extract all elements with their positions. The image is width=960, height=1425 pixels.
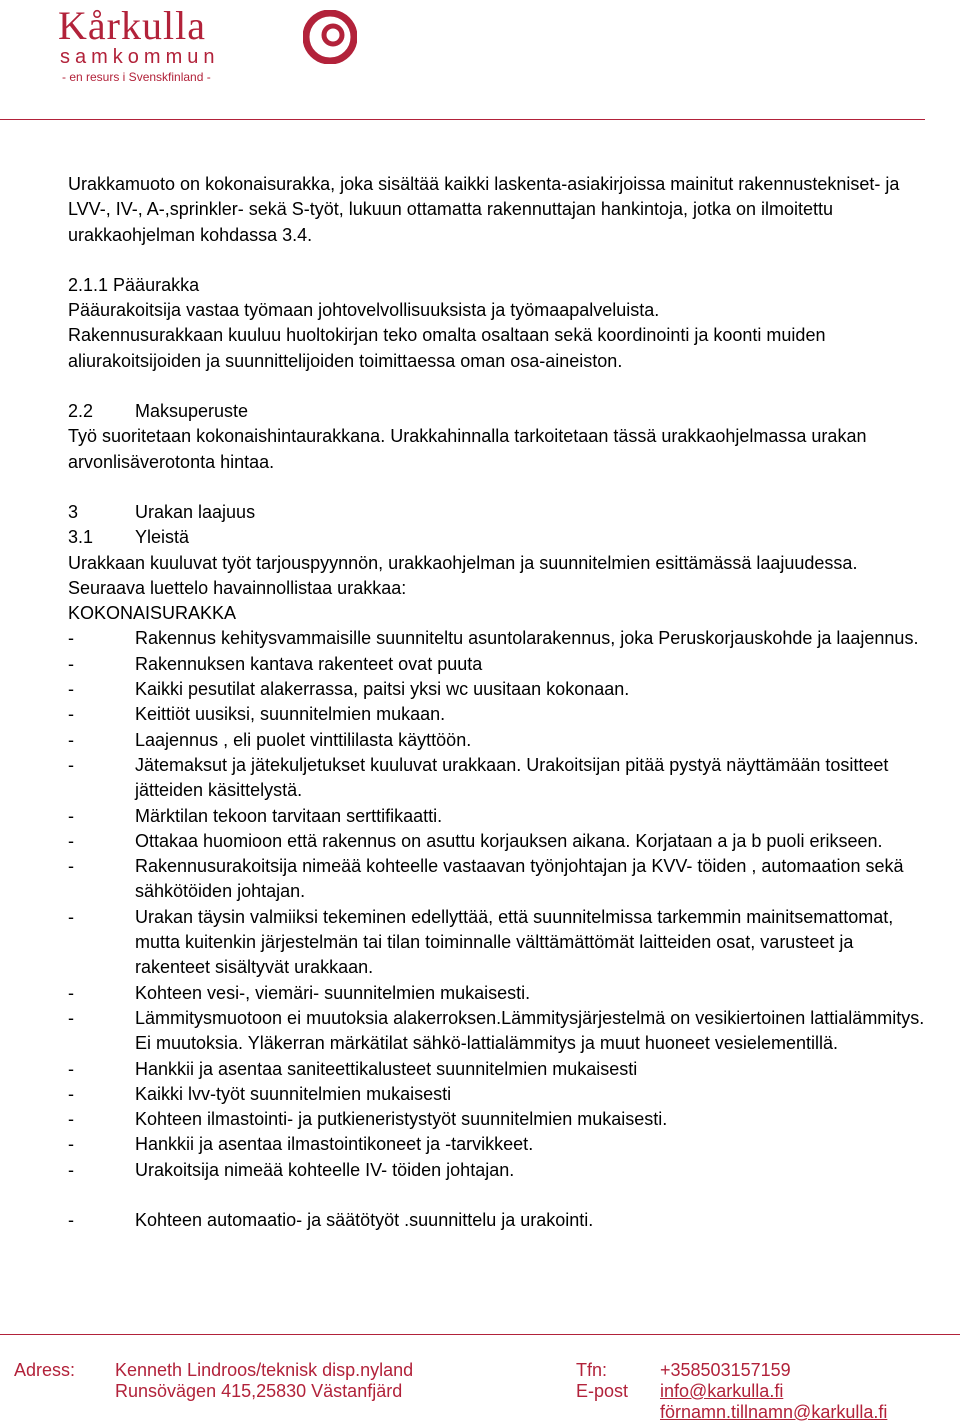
list-dash: - [68, 1209, 74, 1230]
list-item [68, 652, 928, 677]
list-item [68, 728, 928, 753]
list-dash: - [68, 830, 74, 851]
list-item-text: Kohteen automaatio- ja säätötyöt .suunnittelu ja urakointi. [135, 1209, 594, 1230]
list-dash: - [68, 729, 74, 750]
list-item-text: Urakoitsija nimeää kohteelle IV- töiden johtajan. [135, 1159, 515, 1180]
scope-list [68, 626, 928, 1233]
list-dash: - [68, 1058, 74, 1079]
list-item-text: Kohteen vesi-, viemäri- suunnitelmien mukaisesti. [135, 982, 531, 1003]
list-dash: - [68, 1007, 74, 1028]
list-item [68, 1006, 928, 1057]
list-item-text: Märktilan tekoon tarvitaan serttifikaatti. [135, 805, 443, 826]
list-item [68, 702, 928, 727]
list-item [68, 1208, 928, 1233]
section-2-2-text: Työ suoritetaan kokonaishintaurakkana. Urakkahinnalla tarkoitetaan tässä urakkaohjelmassa urakan arvonlisäverotonta hintaa. [68, 426, 867, 472]
list-item [68, 1158, 928, 1183]
list-item [68, 626, 928, 651]
list-dash: - [68, 856, 74, 877]
header-divider [0, 119, 925, 120]
list-dash: - [68, 704, 74, 725]
logo-tagline: - en resurs i Svenskfinland - [62, 70, 211, 84]
list-dash: - [68, 982, 74, 1003]
contact-name: Kenneth Lindroos/teknisk disp.nyland [115, 1360, 414, 1380]
section-2-1-1-text: Rakennusurakkaan kuuluu huoltokirjan teko omalta osaltaan sekä koordinointi ja koonti muiden aliurakoitsijoiden ja suunnittelijoiden toimittaessa oman osa-aineiston. [68, 325, 826, 371]
list-item [68, 804, 928, 829]
list-item [68, 1082, 928, 1107]
logo-name: Kårkulla [58, 3, 206, 48]
list-item-text: Hankkii ja asentaa saniteettikalusteet suunnitelmien mukaisesti [135, 1058, 638, 1079]
list-dash: - [68, 628, 74, 649]
section-3-heading [68, 500, 928, 525]
document-body [68, 172, 928, 1233]
footer-divider [0, 1334, 960, 1335]
section-2-1-1-heading: 2.1.1 Pääurakka [68, 274, 200, 295]
list-item-text: Laajennus , eli puolet vinttililasta käyttöön. [135, 729, 472, 750]
list-item [68, 854, 928, 905]
adress-label: Adress: [14, 1360, 76, 1380]
list-dash: - [68, 754, 74, 775]
section-3-1-text: Urakkaan kuuluvat työt tarjouspyynnön, urakkaohjelman ja suunnitelmien esittämässä laajuudessa. Seuraava luettelo havainnollistaa urakkaa: [68, 552, 858, 598]
kokonaisurakka-label: KOKONAISURAKKA [68, 603, 237, 624]
epost-label: E-post [576, 1381, 629, 1401]
list-dash: - [68, 805, 74, 826]
list-item-text: Kaikki pesutilat alakerrassa, paitsi yksi wc uusitaan kokonaan. [135, 679, 630, 700]
email-link[interactable]: info@karkulla.fi [660, 1381, 784, 1401]
list-item [68, 1132, 928, 1157]
section-2-2-heading [68, 399, 928, 424]
list-item-text: Kaikki lvv-työt suunnitelmien mukaisesti [135, 1083, 452, 1104]
page-header [0, 0, 960, 125]
list-item [68, 1057, 928, 1082]
phone-number: +358503157159 [660, 1360, 791, 1380]
list-dash: - [68, 653, 74, 674]
list-item-text: Jätemaksut ja jätekuljetukset kuuluvat urakkaan. Urakoitsijan pitää pystyä näyttämään tositteet jätteiden käsittelystä. [135, 754, 889, 801]
section-number: 2.2 [68, 401, 94, 422]
list-dash: - [68, 1083, 74, 1104]
list-dash: - [68, 679, 74, 700]
list-item-text: Urakan täysin valmiiksi tekeminen edellyttää, että suunnitelmissa tarkemmin mainitsemattomat, mutta kuitenkin järjestelmän tai tilan toiminnalle välttämättömät laitteiden osat, varusteet ja rakenteet sisältyvät urakkaan. [135, 906, 894, 978]
list-item [68, 1107, 928, 1132]
list-item [68, 753, 928, 804]
karkulla-logo [58, 3, 318, 86]
list-item-text: Hankkii ja asentaa ilmastointikoneet ja -tarvikkeet. [135, 1134, 534, 1155]
list-item [68, 829, 928, 854]
street-address: Runsövägen 415,25830 Västanfjärd [115, 1381, 403, 1401]
list-item [68, 905, 928, 981]
section-number: 3.1 [68, 527, 94, 548]
list-item-text: Lämmitysmuotoon ei muutoksia alakerroksen.Lämmitysjärjestelmä on vesikiertoinen lattialämmitys. Ei muutoksia. Yläkerran märkätilat sähkö-lattialämmitys ja muut huoneet vesielementillä. [135, 1007, 925, 1054]
list-item-text: Ottakaa huomioon että rakennus on asuttu korjauksen aikana. Korjataan a ja b puoli erikseen. [135, 830, 883, 851]
section-title: Yleistä [135, 527, 190, 548]
logo-circle-icon [303, 10, 357, 64]
section-2-1-1-text: Pääurakoitsija vastaa työmaan johtovelvollisuuksista ja työmaapalveluista. [68, 300, 660, 321]
section-3-1-heading [68, 525, 928, 550]
list-item [68, 981, 928, 1006]
list-item-text: Keittiöt uusiksi, suunnitelmien mukaan. [135, 704, 446, 725]
section-title: Urakan laajuus [135, 501, 256, 522]
section-title: Maksuperuste [135, 401, 249, 422]
list-item-text: Rakennuksen kantava rakenteet ovat puuta [135, 653, 483, 674]
logo-subtitle: samkommun [60, 46, 220, 68]
list-dash: - [68, 1109, 74, 1130]
list-dash: - [68, 1159, 74, 1180]
tfn-label: Tfn: [576, 1360, 608, 1380]
section-number: 3 [68, 501, 79, 522]
list-dash: - [68, 906, 74, 927]
list-dash: - [68, 1134, 74, 1155]
list-item-text: Rakennusurakoitsija nimeää kohteelle vastaavan työnjohtajan ja KVV- töiden , automaation sekä sähkötöiden johtajan. [135, 856, 904, 902]
intro-paragraph: Urakkamuoto on kokonaisurakka, joka sisältää kaikki laskenta-asiakirjoissa mainitut rakennustekniset- ja LVV-, IV-, A-,sprinkler- sekä S-työt, lukuun ottamatta rakennuttajan hankintoja, jotka on ilmoitettu urakkaohjelman kohdassa 3.4. [68, 174, 900, 245]
list-item [68, 677, 928, 702]
email-link[interactable]: förnamn.tillnamn@karkulla.fi [660, 1402, 888, 1422]
list-item-text: Kohteen ilmastointi- ja putkieneristystyöt suunnitelmien mukaisesti. [135, 1109, 668, 1130]
list-item-text: Rakennus kehitysvammaisille suunniteltu asuntolarakennus, joka Peruskorjauskohde ja laajennus. [135, 628, 919, 649]
